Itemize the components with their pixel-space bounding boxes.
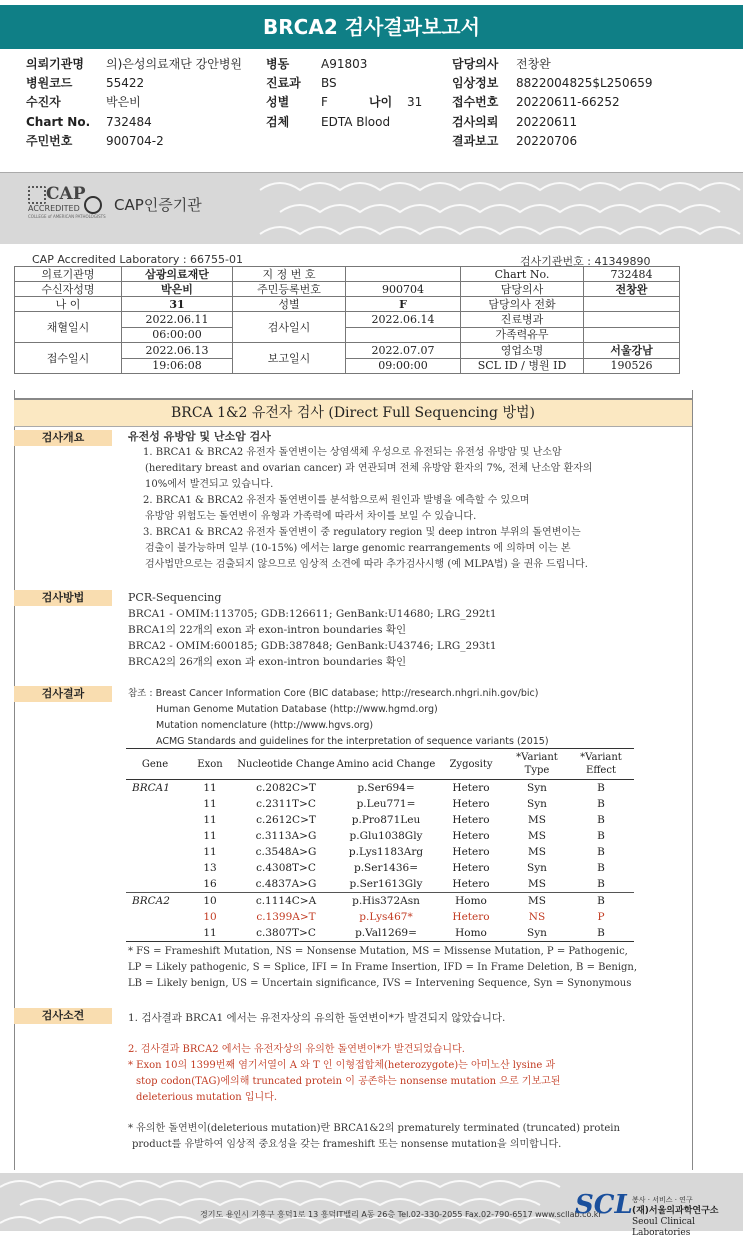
table-cell: p.Ser1613Gly: [349, 878, 423, 890]
cell: 가족력유무: [461, 327, 584, 343]
table-cell: [126, 828, 184, 844]
table-row: [126, 876, 634, 893]
cap-banner: [0, 172, 743, 244]
header-col1: [26, 55, 266, 151]
value: 박은비: [106, 95, 141, 109]
line: BRCA1 - OMIM:113705; GDB:126611; GenBank:U14680; LRG_292t1: [128, 608, 497, 620]
table-cell: p.Val1269=: [336, 925, 436, 942]
table-cell: 11: [203, 814, 217, 826]
table-cell: c.4837A>G: [255, 878, 317, 890]
footer-address: 경기도 용인시 기흥구 흥덕1로 13 흥덕IT밸리 A동 26층 Tel.02-330-2055 Fax.02-790-6517 www.scllab.co.kr: [200, 1210, 602, 1219]
cell: 19:06:08: [122, 358, 233, 374]
label: 수진자: [26, 95, 61, 109]
table-cell: c.2612C>T: [256, 814, 316, 826]
table-cell: MS: [528, 846, 546, 858]
label: 임상정보: [452, 76, 499, 90]
line: BRCA2의 26개의 exon 과 exon-intron boundaries 확인: [128, 656, 407, 668]
table-cell: BRCA2: [126, 893, 184, 910]
value: BS: [321, 76, 337, 90]
cell: 주민등록번호: [233, 282, 346, 297]
label: 성별: [266, 95, 290, 109]
table-row: [126, 925, 634, 942]
patient-info-table: [14, 266, 680, 374]
table-cell: NS: [528, 911, 546, 923]
table-row: [126, 909, 634, 925]
value: 55422: [106, 76, 145, 90]
cell: 채혈일시: [15, 312, 122, 343]
value: 732484: [106, 115, 152, 129]
note: * FS = Frameshift Mutation, NS = Nonsense Mutation, MS = Missense Mutation, P = Pathogenic,: [128, 946, 628, 957]
table-cell: c.3548A>G: [255, 846, 317, 858]
value: 20220611: [516, 115, 578, 129]
cell: [346, 327, 461, 343]
reference: Human Genome Mutation Database (http://www.hgmd.org): [156, 704, 438, 715]
table-cell: p.Ser694=: [357, 782, 415, 794]
cell: 전창완: [584, 282, 680, 297]
table-cell: c.4308T>C: [256, 862, 316, 874]
reference: ACMG Standards and guidelines for the interpretation of sequence variants (2015): [156, 736, 549, 747]
table-cell: Hetero: [452, 814, 490, 826]
label: 병동: [266, 57, 290, 71]
cell: 2022.06.11: [122, 312, 233, 328]
table-cell: 11: [203, 846, 217, 858]
line: 10%에서 발견되고 있습니다.: [145, 479, 274, 490]
table-cell: p.Leu771=: [356, 798, 416, 810]
table-cell: Hetero: [452, 798, 490, 810]
table-cell: B: [568, 925, 634, 942]
table-cell: Hetero: [452, 830, 490, 842]
overview-heading: 유전성 유방암 및 난소암 검사: [128, 430, 271, 443]
cell: 2022.07.07: [346, 343, 461, 359]
age-value: 31: [407, 95, 423, 109]
label: 담당의사: [452, 57, 499, 71]
table-cell: Hetero: [452, 911, 490, 923]
cell: 수신자성명: [15, 282, 122, 297]
table-cell: Syn: [506, 925, 568, 942]
table-cell: 11: [203, 830, 217, 842]
line: BRCA1의 22개의 exon 과 exon-intron boundaries 확인: [128, 624, 407, 636]
cell: 성별: [233, 297, 346, 312]
cell: 담당의사 전화: [461, 297, 584, 312]
value: 8822004825$L250659: [516, 76, 653, 90]
table-row: [126, 844, 634, 860]
left-border: [14, 390, 15, 1170]
label: 검체: [266, 115, 290, 129]
table-cell: 10: [203, 911, 217, 923]
scl-logo: SCL: [575, 1190, 633, 1220]
cell: 나 이: [15, 297, 122, 312]
line: 3. BRCA1 & BRCA2 유전자 돌연변이 중 regulatory region 및 deep intron 부위의 돌연변이는: [143, 527, 581, 538]
cell: 의료기관명: [15, 267, 122, 282]
table-cell: p.His372Asn: [336, 893, 436, 910]
label: 접수번호: [452, 95, 499, 109]
table-cell: [126, 909, 184, 925]
section-title: BRCA 1&2 유전자 검사 (Direct Full Sequencing 방법): [14, 398, 692, 427]
table-cell: 10: [184, 893, 236, 910]
table-cell: MS: [506, 893, 568, 910]
cap-lab-number: CAP Accredited Laboratory : 66755-01: [32, 253, 243, 266]
line: PCR-Sequencing: [128, 591, 222, 604]
table-cell: Homo: [436, 925, 506, 942]
cell: 09:00:00: [346, 358, 461, 374]
cell: SCL ID / 병원 ID: [461, 358, 584, 374]
cell: 검사일시: [233, 312, 346, 343]
table-cell: c.3807T>C: [236, 925, 336, 942]
line: 2. 검사결과 BRCA2 에서는 유전자상의 유의한 돌연변이*가 발견되었습니다.: [128, 1044, 465, 1055]
col-header: Gene: [126, 749, 184, 780]
cell: 영업소명: [461, 343, 584, 359]
cell: 서울강남: [584, 343, 680, 359]
table-row: [126, 828, 634, 844]
cell: [346, 267, 461, 282]
cell: 진료병과: [461, 312, 584, 328]
line: stop codon(TAG)에의해 truncated protein 이 공존하는 nonsense mutation 으로 기보고된: [136, 1076, 561, 1087]
label: 주민번호: [26, 134, 73, 148]
cap-org: CAP인증기관: [114, 196, 202, 214]
line: * 유의한 돌연변이(deleterious mutation)란 BRCA1&2의 prematurely terminated (truncated) protein: [128, 1123, 620, 1134]
table-cell: [126, 860, 184, 876]
cell: [584, 327, 680, 343]
table-cell: c.1399A>T: [256, 911, 316, 923]
age-label: 나이: [369, 95, 393, 109]
line: deleterious mutation 입니다.: [136, 1092, 278, 1103]
scl-name: [632, 1195, 743, 1239]
cell: 2022.06.13: [122, 343, 233, 359]
line: BRCA2 - OMIM:600185; GDB:387848; GenBank:U43746; LRG_293t1: [128, 640, 497, 652]
value: F: [321, 95, 328, 109]
table-cell: P: [597, 911, 605, 923]
cell: 31: [122, 297, 233, 312]
table-cell: B: [597, 814, 605, 826]
cell: Chart No.: [461, 267, 584, 282]
table-row: [126, 780, 634, 797]
cell: 삼광의료재단: [122, 267, 233, 282]
table-cell: p.Ser1436=: [353, 862, 418, 874]
table-cell: Syn: [527, 798, 547, 810]
cap-college: COLLEGE of AMERICAN PATHOLOGISTS: [28, 214, 106, 219]
label: 결과보고: [452, 134, 499, 148]
value: A91803: [321, 57, 368, 71]
table-cell: Syn: [527, 782, 547, 794]
right-border: [692, 390, 693, 1170]
report-title: BRCA2 검사결과보고서: [0, 5, 743, 49]
table-cell: B: [597, 862, 605, 874]
table-cell: c.2082C>T: [256, 782, 316, 794]
col-header: *Variant Type: [506, 749, 568, 780]
line: 검사법만으로는 검출되지 않으므로 임상적 소견에 따라 추가검사시행 (예 MLPA법) 을 권유 드립니다.: [145, 559, 588, 570]
method-label: 검사방법: [14, 590, 112, 606]
header-col2: [266, 55, 446, 151]
label: Chart No.: [26, 115, 91, 129]
overview-label: 검사개요: [14, 430, 112, 446]
line: 1. BRCA1 & BRCA2 유전자 돌연변이는 상염색체 우성으로 유전되는 유전성 유방암 및 난소암: [143, 447, 562, 458]
col-header: Amino acid Change: [336, 749, 436, 780]
value: 900704-2: [106, 134, 164, 148]
label: 병원코드: [26, 76, 73, 90]
table-cell: B: [568, 893, 634, 910]
table-cell: p.Lys467*: [359, 911, 413, 923]
table-cell: BRCA1: [132, 782, 170, 794]
table-cell: 16: [203, 878, 217, 890]
line: 유방암 위험도는 돌연변이 유형과 가족력에 따라서 차이를 보일 수 있습니다.: [145, 511, 477, 522]
table-cell: Hetero: [452, 846, 490, 858]
scl-tagline: 봉사 · 서비스 · 연구: [632, 1196, 693, 1204]
table-cell: Hetero: [452, 862, 490, 874]
check-icon: [84, 196, 102, 214]
value: 20220611-66252: [516, 95, 620, 109]
header-col3: [452, 55, 712, 151]
line: 2. BRCA1 & BRCA2 유전자 돌연변이를 분석함으로써 원인과 발병을 예측할 수 있으며: [143, 495, 530, 506]
line: (hereditary breast and ovarian cancer) 과 연관되며 전체 유방암 환자의 7%, 전체 난소암 환자의: [145, 463, 593, 474]
table-cell: B: [597, 798, 605, 810]
table-cell: c.2311T>C: [256, 798, 316, 810]
cell: 박은비: [122, 282, 233, 297]
table-cell: 11: [184, 925, 236, 942]
cloud-pattern: [0, 172, 743, 244]
cap-mark: CAP: [46, 184, 86, 204]
table-cell: c.3113A>G: [255, 830, 317, 842]
cell: 06:00:00: [122, 327, 233, 343]
table-cell: Hetero: [452, 782, 490, 794]
table-cell: B: [597, 878, 605, 890]
table-row: [126, 796, 634, 812]
cell: 190526: [584, 358, 680, 374]
reference: Mutation nomenclature (http://www.hgvs.org): [156, 720, 374, 731]
table-cell: p.Glu1038Gly: [349, 830, 423, 842]
value: 20220706: [516, 134, 578, 148]
result-label: 검사결과: [14, 686, 112, 702]
table-cell: c.1114C>A: [236, 893, 336, 910]
institution-code: 검사기관번호 : 41349890: [520, 255, 651, 268]
table-cell: [126, 925, 184, 942]
scl-org-ko: (재)서울의과학연구소: [632, 1206, 719, 1216]
table-cell: MS: [528, 878, 546, 890]
col-header: Nucleotide Change: [236, 749, 336, 780]
table-cell: p.Pro871Leu: [351, 814, 421, 826]
overview-text: [143, 445, 688, 573]
cell: [584, 312, 680, 328]
finding-definition: [128, 1121, 688, 1153]
col-header: Exon: [184, 749, 236, 780]
label: 의뢰기관명: [26, 57, 84, 71]
table-cell: MS: [528, 830, 546, 842]
cell: 담당의사: [461, 282, 584, 297]
cell: 732484: [584, 267, 680, 282]
table-cell: [126, 796, 184, 812]
table-cell: B: [597, 830, 605, 842]
table-cell: 11: [203, 782, 217, 794]
table-cell: 11: [203, 798, 217, 810]
table-cell: B: [597, 846, 605, 858]
table-row: [126, 893, 634, 910]
label: 검사의뢰: [452, 115, 499, 129]
cell: 지 정 번 호: [233, 267, 346, 282]
note: LP = Likely pathogenic, S = Splice, IFI = In Frame Insertion, IFD = In Frame Deletion, B = Benign,: [128, 962, 638, 973]
line: * Exon 10의 1399번째 염기서열이 A 와 T 인 이형접합체(heterozygote)는 아미노산 lysine 과: [128, 1060, 556, 1071]
table-cell: Syn: [527, 862, 547, 874]
cell: [584, 297, 680, 312]
cell: 보고일시: [233, 343, 346, 374]
table-cell: [126, 844, 184, 860]
col-header: *Variant Effect: [568, 749, 634, 780]
cell: 2022.06.14: [346, 312, 461, 328]
cell: F: [346, 297, 461, 312]
table-cell: B: [597, 782, 605, 794]
scl-org-en: Seoul Clinical Laboratories: [632, 1217, 696, 1238]
value: EDTA Blood: [321, 115, 391, 129]
method-text: [128, 590, 688, 670]
line: product를 유발하여 임상적 중요성을 갖는 frameshift 또는 nonsense mutation을 의미합니다.: [132, 1139, 562, 1150]
cell: 접수일시: [15, 343, 122, 374]
finding-pathogenic: [128, 1042, 688, 1106]
note: LB = Likely benign, US = Uncertain significance, IVS = Intervening Sequence, Syn = Synonymous: [128, 978, 632, 989]
cap-grid-icon: [28, 186, 46, 204]
cell: 900704: [346, 282, 461, 297]
abbreviation-notes: [128, 944, 637, 992]
table-cell: Homo: [436, 893, 506, 910]
value: 전창완: [516, 57, 551, 71]
table-cell: 13: [203, 862, 217, 874]
table-row: [126, 812, 634, 828]
reference: 참조 : Breast Cancer Information Core (BIC database; http://research.nhgri.nih.gov/bic): [128, 688, 539, 699]
finding-line1: 1. 검사결과 BRCA1 에서는 유전자상의 유의한 돌연변이*가 발견되지 않았습니다.: [128, 1012, 506, 1024]
value: 의)은성의료재단 강안병원: [106, 57, 243, 71]
finding-label: 검사소견: [14, 1008, 112, 1024]
table-cell: MS: [528, 814, 546, 826]
label: 진료과: [266, 76, 301, 90]
cap-accredited: ACCREDITED: [28, 204, 80, 213]
variant-table: [126, 748, 634, 942]
table-cell: p.Lys1183Arg: [348, 846, 424, 858]
table-cell: Hetero: [452, 878, 490, 890]
table-row: [126, 860, 634, 876]
line: 검출이 불가능하며 일부 (10-15%) 에서는 large genomic rearrangements 에 의하며 이는 본: [145, 543, 571, 554]
reference-list: [128, 686, 688, 750]
col-header: Zygosity: [436, 749, 506, 780]
table-cell: [126, 876, 184, 893]
table-cell: [126, 812, 184, 828]
